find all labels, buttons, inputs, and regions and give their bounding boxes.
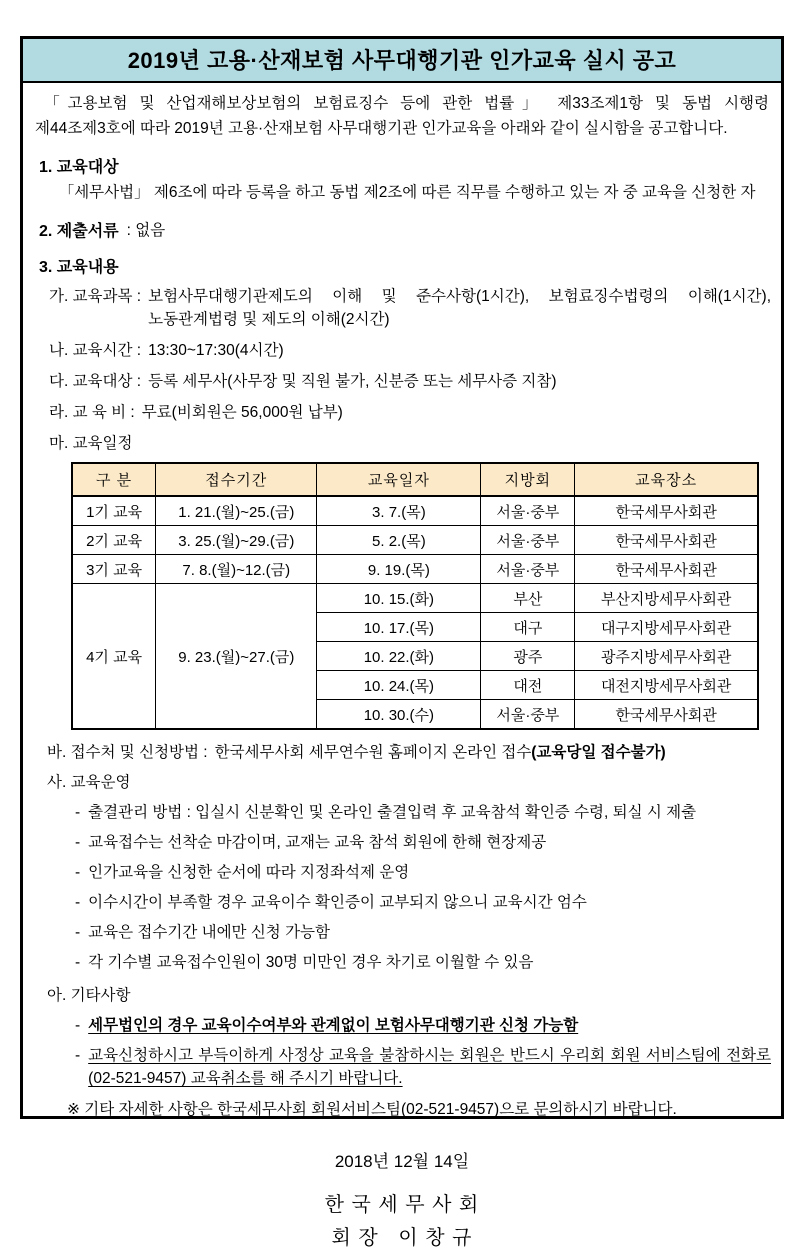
dash-marker: - [75, 864, 81, 881]
item-target-text: 등록 세무사(사무장 및 직원 불가, 신분증 또는 세무사증 지참) [148, 373, 557, 390]
cell-region: 서울·중부 [481, 526, 575, 555]
item-application [47, 741, 771, 764]
document-body [23, 91, 781, 1250]
list-item [75, 951, 771, 974]
item-application-normal: 한국세무사회 세무연수원 홈페이지 온라인 접수 [214, 744, 532, 761]
cell-date: 10. 24.(목) [317, 671, 481, 700]
announcement-date: 2018년 12월 14일 [334, 1152, 470, 1171]
cell-date: 5. 2.(목) [317, 526, 481, 555]
dash-marker: - [75, 834, 81, 851]
dash-marker: - [75, 924, 81, 941]
item-operation [47, 771, 771, 794]
section-2-label: 2. 제출서류 [39, 223, 119, 240]
item-time-text: 13:30~17:30(4시간) [148, 342, 284, 359]
cell-venue: 대구지방세무사회관 [575, 613, 758, 642]
item-time-label: 나. 교육시간 : [49, 342, 142, 359]
bullet-text: 인가교육을 신청한 순서에 따라 지정좌석제 운영 [88, 864, 410, 881]
item-subjects-text: 보험사무대행기관제도의 이해 및 준수사항(1시간), 보험료징수법령의 이해(1시간), 노동관계법령 및 제도의 이해(2시간) [148, 288, 771, 328]
cell-period: 9. 23.(월)~27.(금) [156, 584, 317, 730]
note-line: ※ 기타 자세한 사항은 한국세무사회 회원서비스팀(02-521-9457)으로 문의하시기 바랍니다. [67, 1101, 677, 1118]
section-3-heading: 3. 교육내용 [39, 259, 119, 276]
item-time [49, 339, 771, 362]
item-operation-label: 사. 교육운영 [47, 774, 131, 791]
table-row [72, 555, 758, 584]
header-cell-group: 구 분 [72, 463, 156, 496]
item-target-label: 다. 교육대상 : [49, 373, 142, 390]
dash-marker: - [75, 954, 81, 971]
cell-date: 10. 15.(화) [317, 584, 481, 613]
cell-group: 2기 교육 [72, 526, 156, 555]
section-2-value: : 없음 [126, 222, 166, 239]
intro-paragraph: 「고용보험 및 산업재해보상보험의 보험료징수 등에 관한 법률」 제33조제1항 및 동법 시행령 제44조제3호에 따라 2019년 고용·산재보험 사무대행기관 인가교육을 아래와 같이 실시함을 공고합니다. [35, 95, 769, 137]
item-schedule [49, 432, 771, 455]
cell-venue: 한국세무사회관 [575, 526, 758, 555]
cell-venue: 부산지방세무사회관 [575, 584, 758, 613]
item-target [49, 370, 771, 393]
bullet-text: 교육접수는 선착순 마감이며, 교재는 교육 참석 회원에 한해 현장제공 [88, 834, 547, 851]
item-subjects-label: 가. 교육과목 : [49, 288, 142, 305]
dash-marker: - [75, 1047, 81, 1064]
bullet-text: 교육은 접수기간 내에만 신청 가능함 [88, 924, 330, 941]
cell-date: 10. 22.(화) [317, 642, 481, 671]
item-fee-label: 라. 교 육 비 : [49, 404, 135, 421]
section-1-heading: 1. 교육대상 [39, 159, 119, 176]
cell-date: 10. 30.(수) [317, 700, 481, 730]
section-1-body: 「세무사법」 제6조에 따라 등록을 하고 동법 제2조에 따른 직무를 수행하고 있는 자 중 교육을 신청한 자 [58, 184, 756, 201]
item-application-bold: (교육당일 접수불가) [531, 744, 666, 761]
operation-bullet-list [75, 801, 771, 974]
list-item [75, 831, 771, 854]
bullet-text-underline: 교육신청하시고 부득이하게 사정상 교육을 불참하시는 회원은 반드시 우리회 회원 서비스팀에 전화로(02-521-9457) 교육취소를 해 주시기 바랍니다. [88, 1047, 771, 1087]
cell-group: 4기 교육 [72, 584, 156, 730]
cell-venue: 대전지방세무사회관 [575, 671, 758, 700]
cell-region: 서울·중부 [481, 555, 575, 584]
cell-group: 1기 교육 [72, 496, 156, 526]
table-row [72, 526, 758, 555]
cell-group: 3기 교육 [72, 555, 156, 584]
item-application-text [215, 741, 771, 764]
header-cell-date: 교육일자 [317, 463, 481, 496]
cell-venue: 한국세무사회관 [575, 700, 758, 730]
cell-region: 부산 [481, 584, 575, 613]
cell-region: 서울·중부 [481, 496, 575, 526]
section-2-heading [39, 218, 771, 241]
organization-name: 한 국 세 무 사 회 [324, 1194, 480, 1216]
item-schedule-label: 마. 교육일정 [49, 435, 133, 452]
table-header-row [72, 463, 758, 496]
cell-period: 1. 21.(월)~25.(금) [156, 496, 317, 526]
schedule-table [71, 462, 759, 730]
cell-region: 광주 [481, 642, 575, 671]
dash-marker: - [75, 894, 81, 911]
item-etc-label: 아. 기타사항 [47, 987, 131, 1004]
list-item [75, 801, 771, 824]
item-fee [49, 401, 771, 424]
cell-period: 3. 25.(월)~29.(금) [156, 526, 317, 555]
cell-venue: 한국세무사회관 [575, 555, 758, 584]
table-row [72, 496, 758, 526]
list-item [75, 891, 771, 914]
item-fee-text: 무료(비회원은 56,000원 납부) [141, 404, 343, 421]
signer-name: 회 장 이 창 규 [331, 1227, 473, 1249]
item-subjects [49, 285, 771, 331]
item-etc [47, 984, 771, 1007]
list-item [75, 1014, 771, 1037]
table-row [72, 584, 758, 613]
cell-period: 7. 8.(월)~12.(금) [156, 555, 317, 584]
cell-venue: 광주지방세무사회관 [575, 642, 758, 671]
cell-date: 9. 19.(목) [317, 555, 481, 584]
bullet-text: 이수시간이 부족할 경우 교육이수 확인증이 교부되지 않으니 교육시간 엄수 [88, 894, 587, 911]
list-item [75, 1044, 771, 1090]
cell-venue: 한국세무사회관 [575, 496, 758, 526]
header-cell-period: 접수기간 [156, 463, 317, 496]
header-cell-venue: 교육장소 [575, 463, 758, 496]
document-page [20, 36, 784, 1249]
cell-region: 대구 [481, 613, 575, 642]
cell-date: 3. 7.(목) [317, 496, 481, 526]
page-title: 2019년 고용·산재보험 사무대행기관 인가교육 실시 공고 [23, 39, 781, 83]
etc-bullet-list [75, 1014, 771, 1090]
dash-marker: - [75, 804, 81, 821]
list-item [75, 861, 771, 884]
cell-date: 10. 17.(목) [317, 613, 481, 642]
list-item [75, 921, 771, 944]
bullet-text-bold-underline: 세무법인의 경우 교육이수여부와 관계없이 보험사무대행기관 신청 가능함 [88, 1017, 579, 1034]
bullet-text: 각 기수별 교육접수인원이 30명 미만인 경우 차기로 이월할 수 있음 [88, 954, 534, 971]
cell-region: 대전 [481, 671, 575, 700]
item-application-label: 바. 접수처 및 신청방법 : [47, 744, 208, 761]
bullet-text: 출결관리 방법 : 입실시 신분확인 및 온라인 출결입력 후 교육참석 확인증 수령, 퇴실 시 제출 [88, 804, 697, 821]
dash-marker: - [75, 1017, 81, 1034]
signature-block [33, 1147, 771, 1250]
header-cell-region: 지방회 [481, 463, 575, 496]
cell-region: 서울·중부 [481, 700, 575, 730]
